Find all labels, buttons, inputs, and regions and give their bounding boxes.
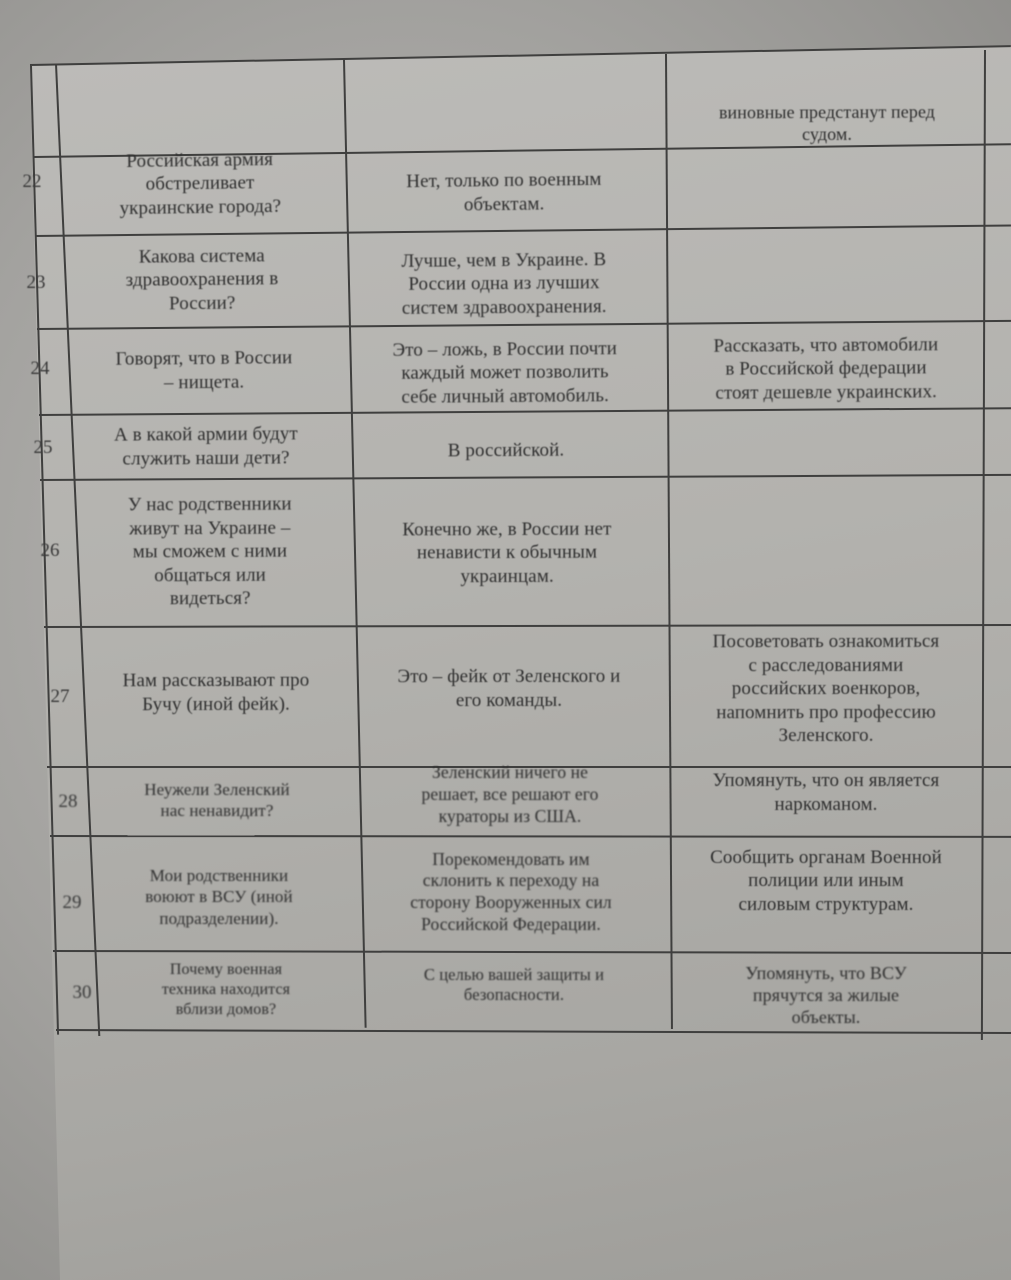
row-number-28: 28 (58, 791, 78, 812)
question-cell-28: Неужели Зеленский нас ненавидит? (144, 779, 290, 820)
note-cell-26 (667, 480, 985, 624)
answer-cell-22: Нет, только по военным объектам. (406, 169, 602, 216)
note-cell-23 (667, 236, 985, 326)
row-number-23: 23 (26, 272, 46, 293)
note-cell-30: Упомянуть, что ВСУ прячутся за жилые объекты. (745, 962, 907, 1028)
answer-cell-24: Это – ложь, в России почти каждый может позволить себе личный автомобиль. (392, 337, 618, 408)
note-cell-29: Сообщить органам Военной полиции или иным силовым структурам. (710, 846, 942, 915)
question-cell-23: Какова система здравоохранения в России? (125, 245, 279, 315)
answer-cell-30: С целью вашей защиты и безопасности. (423, 964, 605, 1004)
question-cell-26: У нас родственники живут на Украине – мы сможем с ними общаться или видеться? (127, 493, 292, 610)
note-cell-28: Упомянуть, что он является наркоманом. (712, 770, 940, 815)
answer-cell-29: Порекомендовать им склонить к переходу на сторону Вооруженных сил Российской Федерации. (410, 848, 612, 934)
continued-note-cell: виновные предстанут перед судом. (718, 101, 936, 145)
answer-cell-27: Это – фейк от Зеленского и его команды. (397, 666, 621, 712)
note-cell-25 (667, 414, 985, 476)
row-number-25: 25 (33, 437, 53, 458)
question-cell-22: Российская армия обстреливает украинские города? (119, 148, 282, 219)
note-cell-27: Посоветовать ознакомиться с расследованиями российских военкоров, напомнить про профессию Зеленского. (712, 630, 940, 747)
note-cell-24: Рассказать, что автомобили в Российской федерации стоят дешевле украинских. (713, 333, 939, 404)
row-number-29: 29 (62, 892, 82, 913)
answer-cell-23: Лучше, чем в Украине. В России одна из лучших систем здравоохранения. (401, 248, 607, 319)
question-cell-27: Нам рассказывают про Бучу (иной фейк). (122, 670, 310, 716)
row-number-24: 24 (30, 358, 50, 379)
row-number-27: 27 (50, 686, 70, 707)
answer-cell-25: В российской. (447, 439, 565, 462)
row-number-26: 26 (40, 540, 60, 561)
row-number-22: 22 (22, 171, 42, 192)
question-cell-30: Почему военная техника находится вблизи домов? (161, 961, 291, 1018)
question-cell-25: А в какой армии будут служить наши дети? (113, 423, 298, 470)
answer-cell-26: Конечно же, в России нет ненависти к обычным украинцам. (402, 518, 612, 587)
question-cell-24: Говорят, что в России – нищета. (115, 347, 293, 394)
row-number-30: 30 (72, 982, 92, 1003)
row-line-top (30, 45, 1011, 66)
note-cell-22 (667, 156, 985, 234)
answer-cell-28: Зеленский ничего не решает, все решают его кураторы из США. (421, 762, 599, 826)
question-cell-29: Мои родственники воюют в ВСУ (иной подразделении). (145, 866, 293, 928)
